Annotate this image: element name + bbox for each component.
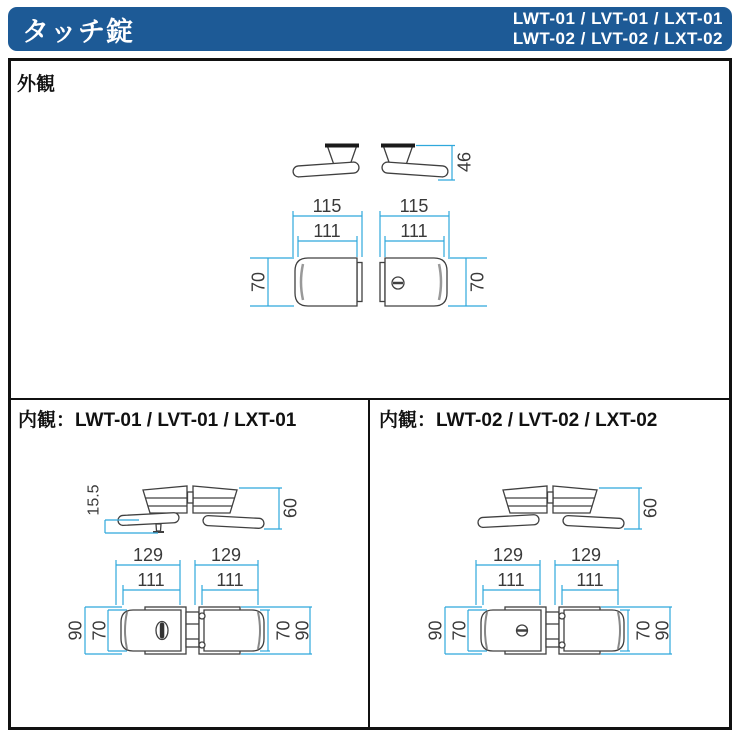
interior-02-section-label: 内観：LWT-02 / LVT-02 / LXT-02 [379,410,658,431]
dim-plate-height-r: 90 [292,620,313,641]
dim-width-inner-r: 111 [216,570,244,590]
dim-width-outer-l: 129 [492,545,524,565]
dim-plate-height-l: 90 [65,620,86,641]
dim-body-height-r: 70 [273,620,294,641]
dim-width-inner-r: 111 [576,570,604,590]
thumbturn-knob-profile [156,524,161,531]
dim-width-inner-l: 111 [497,570,525,590]
int1-front-bodies [121,607,264,654]
center-latch-case [186,612,199,647]
dim-width-outer-left: 115 [312,196,342,216]
right-unit-body [204,610,264,651]
dim-width-outer-r: 129 [570,545,602,565]
vertical-divider [368,398,370,727]
plan-right-body [553,486,597,513]
exterior-section-label: 外観 [17,74,56,95]
interior-02-drawing [371,443,725,727]
model-numbers-line2: LWT-02 / LVT-02 / LXT-02 [512,29,723,48]
dim-width-inner-l: 111 [137,570,165,590]
content-box [8,58,732,730]
interior-01-drawing [11,443,365,727]
dim-width-outer-r: 129 [210,545,242,565]
dim-plate-height-l: 90 [425,620,446,641]
exterior-profile-view [293,145,449,177]
center-latch-case [546,612,559,647]
horizontal-divider [11,398,729,400]
model-numbers-line1: LWT-01 / LVT-01 / LXT-01 [512,9,723,28]
int1-plan-view [118,486,264,532]
left-body-tab [357,263,362,302]
dim-depth: 60 [640,497,661,519]
plate-screw-bottom-icon [559,642,565,648]
dim-body-height-right: 70 [467,271,488,293]
dim-plate-height-r: 90 [652,620,673,641]
dim-knob-protrusion: 15.5 [85,484,103,516]
dim-width-outer-right: 115 [399,196,429,216]
dim-profile-height: 46 [454,151,475,173]
right-unit-body [564,610,624,651]
dim-depth: 60 [280,497,301,519]
plan-center-latch [188,492,194,503]
plate-screw-top-icon [199,613,205,619]
dim-body-height-r: 70 [633,620,654,641]
plate-screw-top-icon [559,613,565,619]
dim-body-height-l: 70 [449,620,470,641]
plan-left-body [143,486,187,513]
left-unit-body [481,610,541,651]
right-handle-bar-profile [382,162,449,178]
thumbturn-bar [160,623,165,639]
exterior-front-right-body [380,258,447,306]
left-body [295,258,357,306]
plan-right-handle-bar [203,515,264,528]
plan-center-latch [548,492,554,503]
dim-body-height-l: 70 [89,620,110,641]
model-numbers [513,9,732,49]
plan-left-handle-bar [478,514,539,527]
interior-01-section-label: 内観：LWT-01 / LVT-01 / LXT-01 [18,410,297,431]
dim-body-height-left: 70 [248,271,269,293]
plan-left-handle-bar [118,512,179,525]
plate-screw-bottom-icon [199,642,205,648]
exterior-front-left-body [295,258,362,306]
int2-front-bodies [481,607,624,654]
left-handle-bar-profile [293,162,360,178]
header-banner [8,7,732,51]
dim-width-outer-l: 129 [132,545,164,565]
right-body-tab [380,263,385,302]
page-title: タッチ錠 [22,16,134,47]
dim-width-inner-right: 111 [400,221,428,241]
plan-right-handle-bar [563,515,624,528]
plan-right-body [193,486,237,513]
exterior-drawing [11,61,729,398]
int2-plan-view [478,486,624,529]
dim-width-inner-left: 111 [313,221,341,241]
plan-left-body [503,486,547,513]
left-unit-body [121,610,181,651]
